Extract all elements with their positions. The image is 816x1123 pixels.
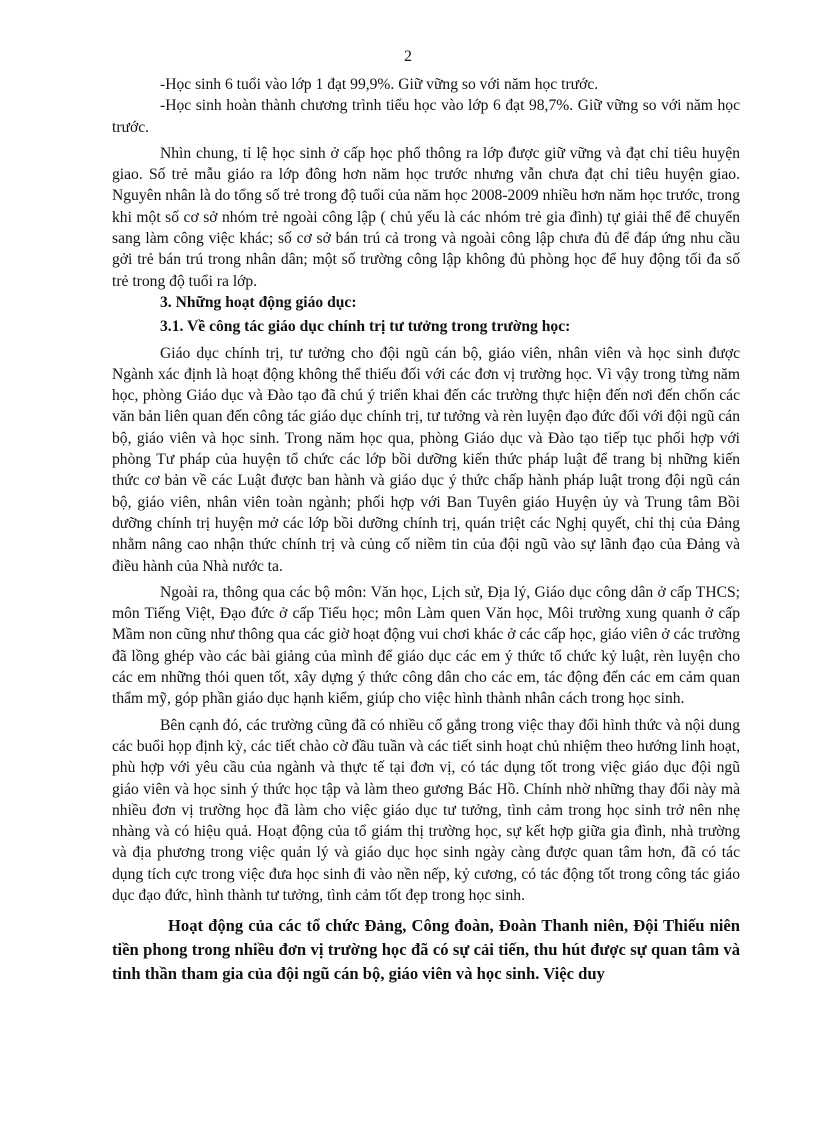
document-body (112, 74, 740, 986)
paragraph-summary: Nhìn chung, tỉ lệ học sinh ở cấp học phổ thông ra lớp được giữ vững và đạt chỉ tiêu huyện giao. Số trẻ mẫu giáo ra lớp đông hơn năm học trước nhưng vẫn chưa đạt chỉ tiêu huyện giao. Nguyên nhân là do tổng số trẻ trong độ tuổi của năm học 2008-2009 nhiều hơn năm học trước, trong khi một số cơ sở nhóm trẻ ngoài công lập ( chủ yếu là các nhóm trẻ gia đình) tự giải thể để chuyển sang làm công việc khác; số cơ sở bán trú cả trong và ngoài công lập chưa đủ để đáp ứng nhu cầu gởi trẻ bán trú trong nhân dân; một số trường công lập không đủ phòng học để huy động tối đa số trẻ trong độ tuổi ra lớp. (112, 144, 740, 290)
section-heading-activities: 3. Những hoạt động giáo dục: (160, 293, 357, 311)
paragraph-political-education: Giáo dục chính trị, tư tưởng cho đội ngũ cán bộ, giáo viên, nhân viên và học sinh được Ngành xác định là hoạt động không thể thiếu đối với các đơn vị trường học. Vì vậy trong từng năm học, phòng Giáo dục và Đào tạo đã chú ý triển khai đến các trường thực hiện đến nơi đến chốn các văn bản liên quan đến công tác giáo dục chính trị, tư tưởng và rèn luyện đạo đức đối với đội ngũ cán bộ, giáo viên và học sinh. Trong năm học qua, phòng Giáo dục và Đào tạo tiếp tục phối hợp với phòng Tư pháp của huyện tổ chức các lớp bồi dưỡng kiến thức pháp luật để trang bị những kiến thức cơ bản về các Luật được ban hành và giáo dục ý thức chấp hành pháp luật trong đội ngũ cán bộ, giáo viên, nhân viên toàn ngành; phối hợp với Ban Tuyên giáo Huyện ủy và Trung tâm Bồi dưỡng chính trị huyện mở các lớp bồi dưỡng chính trị, quán triệt các Nghị quyết, chỉ thị của Đảng nhằm nâng cao nhận thức chính trị và củng cố niềm tin của đội ngũ vào sự lãnh đạo của Đảng và điều hành của Nhà nước ta. (112, 344, 740, 575)
paragraph-enrollment-grade6: -Học sinh hoàn thành chương trình tiểu học vào lớp 6 đạt 98,7%. Giữ vững so với năm học trước. (112, 97, 740, 136)
paragraph-organizations: Hoạt động của các tổ chức Đảng, Công đoàn, Đoàn Thanh niên, Đội Thiếu niên tiền phong trong nhiều đơn vị trường học đã có sự cải tiến, thu hút được sự quan tâm và tinh thần tham gia của đội ngũ cán bộ, giáo viên và học sinh. Việc duy (112, 916, 740, 984)
paragraph-subjects: Ngoài ra, thông qua các bộ môn: Văn học, Lịch sử, Địa lý, Giáo dục công dân ở cấp THCS; môn Tiếng Việt, Đạo đức ở cấp Tiểu học; môn Làm quen Văn học, Môi trường xung quanh ở cấp Mầm non cũng như thông qua các giờ hoạt động vui chơi khác ở các cấp học, giáo viên ở các trường đã lồng ghép vào các bài giảng của mình để giáo dục các em ý thức tổ chức kỷ luật, rèn luyện cho các em những thói quen tốt, xây dựng ý thức công dân cho các em, tác động đến các em cảm quan thẩm mỹ, góp phần giáo dục hạnh kiểm, giúp cho việc hình thành nhân cách trong học sinh. (112, 583, 740, 708)
subsection-heading-political-education: 3.1. Về công tác giáo dục chính trị tư tưởng trong trường học: (160, 318, 571, 336)
page-number: 2 (404, 48, 412, 65)
paragraph-enrollment-grade1: -Học sinh 6 tuổi vào lớp 1 đạt 99,9%. Giữ vững so với năm học trước. (160, 76, 599, 93)
paragraph-school-activities: Bên cạnh đó, các trường cũng đã có nhiều cố gắng trong việc thay đổi hình thức và nội dung các buổi họp định kỳ, các tiết chào cờ đầu tuần và các tiết sinh hoạt chủ nhiệm theo hướng linh hoạt, phù hợp với yêu cầu của ngành và thực tế tại đơn vị, có tác dụng tốt trong việc giáo dục đội ngũ giáo viên và học sinh ý thức học tập và làm theo gương Bác Hồ. Chính nhờ những thay đổi này mà nhiều đơn vị trường học đã làm cho việc giáo dục tư tưởng, tình cảm trong học sinh trở nên nhẹ nhàng và có hiệu quả. Hoạt động của tổ giám thị trường học, sự kết hợp giữa gia đình, nhà trường và địa phương trong việc quản lý và giáo dục học sinh ngày càng được quan tâm hơn, đã có tác dụng tích cực trong việc đưa học sinh đi vào nền nếp, kỷ cương, có tác động tốt trong công tác giáo dục đạo đức, hình thành tư tưởng, tình cảm tốt đẹp trong học sinh. (112, 716, 740, 904)
